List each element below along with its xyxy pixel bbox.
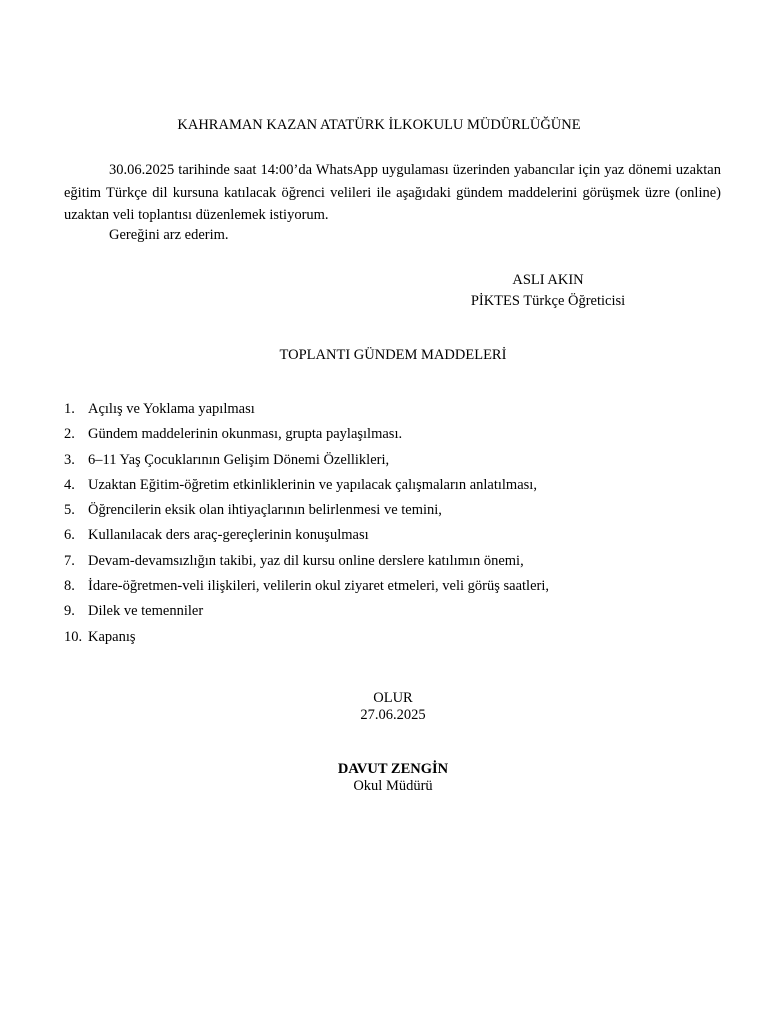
signer-title: PİKTES Türkçe Öğreticisi [470, 293, 626, 309]
agenda-item [64, 501, 549, 526]
agenda-item-number: 4. [64, 476, 75, 493]
agenda-item [64, 602, 549, 627]
agenda-item-number: 7. [64, 552, 75, 569]
agenda-item [64, 628, 549, 653]
closing-line: Gereğini arz ederim. [109, 227, 229, 243]
principal-block [0, 761, 768, 795]
petition-body: 30.06.2025 tarihinde saat 14:00’da WhatsApp uygulaması üzerinden yabancılar için yaz dönemi uzaktan eğitim Türkçe dil kursuna katılacak öğrenci velileri ile aşağıdaki gündem maddelerini görüşmek üzre (online) uzaktan veli toplantısı düzenlemek istiyorum. [64, 162, 721, 223]
agenda-list [64, 400, 549, 653]
agenda-item-number: 9. [64, 603, 75, 620]
agenda-item [64, 552, 549, 577]
agenda-item-number: 5. [64, 502, 75, 519]
agenda-item-text: İdare-öğretmen-veli ilişkileri, velilerin okul ziyaret etmeleri, veli görüş saatleri, [88, 578, 550, 595]
agenda-title: TOPLANTI GÜNDEM MADDELERİ [279, 347, 507, 363]
agenda-item [64, 577, 549, 602]
agenda-item-number: 6. [64, 527, 75, 544]
agenda-item-text: Açılış ve Yoklama yapılması [88, 401, 255, 417]
agenda-item-text: 6–11 Yaş Çocuklarının Gelişim Dönemi Özellikleri, [88, 451, 390, 468]
agenda-item-text: Gündem maddelerinin okunması, grupta paylaşılması. [88, 426, 403, 443]
agenda-item-number: 8. [64, 578, 75, 595]
agenda-item-text: Dilek ve temenniler [88, 603, 204, 620]
approval-label: OLUR [373, 690, 413, 706]
principal-title: Okul Müdürü [353, 778, 433, 794]
agenda-item [64, 526, 549, 551]
agenda-item [64, 400, 549, 425]
recipient-heading: KAHRAMAN KAZAN ATATÜRK İLKOKULU MÜDÜRLÜĞÜNE [177, 117, 581, 133]
agenda-item-number: 1. [64, 401, 75, 417]
agenda-item-number: 2. [64, 426, 75, 443]
principal-name: DAVUT ZENGİN [337, 761, 449, 777]
agenda-item-text: Kapanış [88, 628, 136, 645]
agenda-item-text: Uzaktan Eğitim-öğretim etkinliklerinin ve yapılacak çalışmaların anlatılması, [88, 476, 537, 493]
agenda-item-text: Devam-devamsızlığın takibi, yaz dil kursu online derslere katılımın önemi, [88, 552, 524, 569]
agenda-item [64, 451, 549, 476]
agenda-item [64, 476, 549, 501]
approval-date: 27.06.2025 [360, 707, 426, 723]
signer-block [443, 270, 653, 312]
signer-name: ASLI AKIN [512, 272, 584, 288]
approval-block [0, 690, 768, 724]
agenda-item-text: Kullanılacak ders araç-gereçlerinin konuşulması [88, 527, 369, 544]
agenda-item-number: 10. [64, 628, 83, 645]
agenda-item-text: Öğrencilerin eksik olan ihtiyaçlarının belirlenmesi ve temini, [88, 502, 442, 519]
agenda-item-number: 3. [64, 451, 75, 468]
agenda-item [64, 425, 549, 450]
